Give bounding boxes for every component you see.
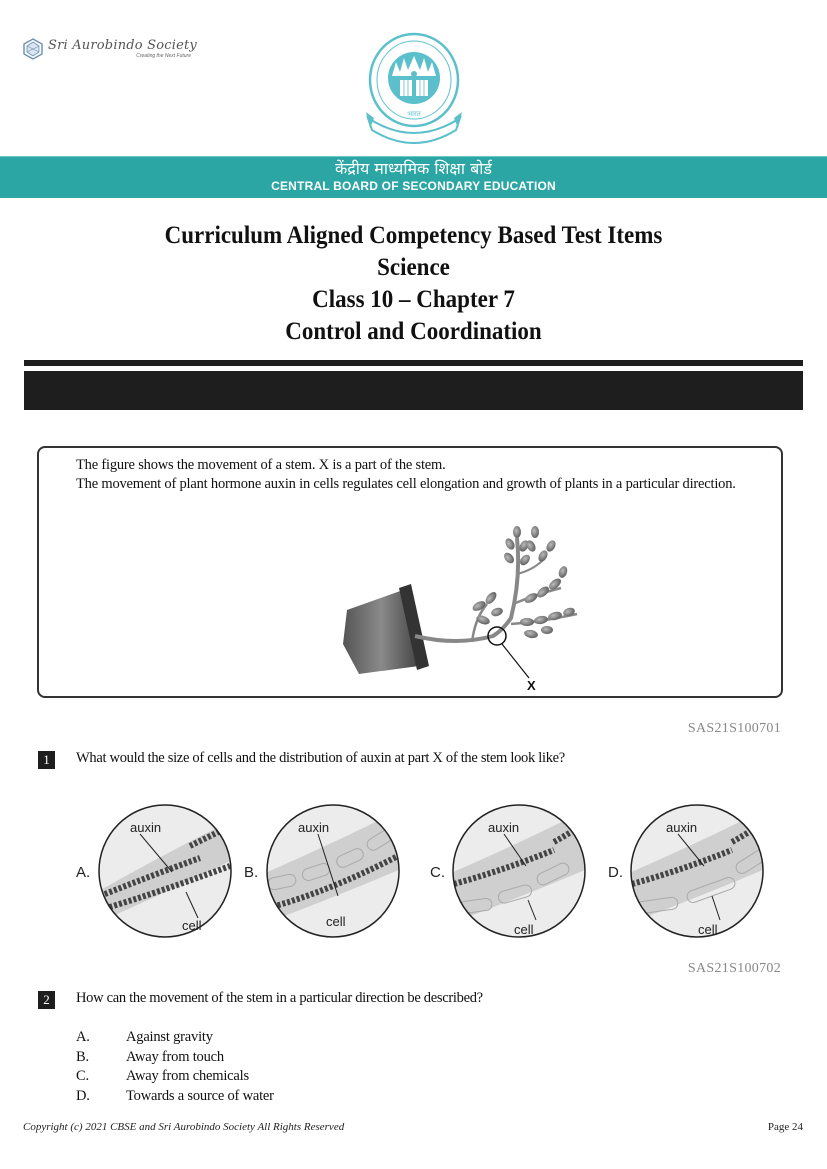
question-text: What would the size of cells and the distribution of auxin at part X of the stem look like? — [76, 750, 565, 766]
title-line-1: Curriculum Aligned Competency Based Test Items — [164, 222, 663, 249]
svg-text:cell: cell — [514, 922, 534, 937]
auxin-diagram-a — [90, 796, 240, 946]
footer-copyright: Copyright (c) 2021 CBSE and Sri Aurobindo Society All Rights Reserved — [23, 1121, 345, 1133]
choice-text: Away from chemicals — [126, 1068, 249, 1084]
auxin-diagram-c — [444, 796, 594, 946]
image-option-d[interactable] — [600, 788, 780, 956]
document-title — [0, 220, 827, 348]
question-code: SAS21S100701 — [687, 721, 781, 736]
sas-emblem-icon — [22, 38, 44, 60]
choice-letter: A. — [76, 1029, 90, 1045]
choice-a[interactable] — [76, 1028, 274, 1048]
svg-text:भारत: भारत — [407, 110, 421, 118]
question-code: SAS21S100702 — [687, 961, 781, 976]
title-subject: Science — [377, 254, 450, 281]
auxin-diagram-d — [622, 796, 772, 946]
cbse-name-hindi: केंद्रीय माध्यमिक शिक्षा बोर्ड — [335, 159, 492, 178]
auxin-diagram-b — [258, 796, 408, 946]
question-number: 2 — [38, 991, 55, 1009]
sas-name: Sri Aurobindo Society — [48, 38, 197, 53]
svg-text:cell: cell — [326, 914, 346, 929]
title-chapter-name: Control and Coordination — [285, 318, 542, 345]
page-number: Page 24 — [767, 1121, 803, 1133]
tilted-pot-plant-figure — [307, 518, 587, 696]
svg-text:X: X — [527, 678, 536, 693]
svg-text:cell: cell — [182, 918, 202, 933]
stimulus-box — [37, 446, 783, 698]
stimulus-text-2: The movement of plant hormone auxin in cells regulates cell elongation and growth of plants in a particular direction. — [76, 476, 736, 492]
svg-text:auxin: auxin — [666, 820, 698, 835]
sri-aurobindo-society-logo — [22, 38, 197, 60]
choice-text: Against gravity — [126, 1029, 213, 1045]
image-option-b[interactable] — [236, 788, 416, 956]
cbse-title-band — [0, 156, 827, 198]
question-number: 1 — [38, 751, 55, 769]
option-letter: A. — [76, 864, 91, 881]
option-letter: C. — [430, 864, 445, 881]
choice-letter: C. — [76, 1068, 89, 1084]
choice-text: Towards a source of water — [126, 1087, 274, 1104]
svg-text:auxin: auxin — [130, 820, 162, 835]
divider-thick-bar — [24, 371, 803, 410]
choice-d[interactable] — [76, 1087, 274, 1107]
svg-text:auxin: auxin — [488, 820, 520, 835]
choice-c[interactable] — [76, 1067, 274, 1087]
choice-letter: D. — [76, 1087, 90, 1104]
option-letter: B. — [244, 864, 259, 881]
answer-choices — [76, 1028, 274, 1106]
choice-letter: B. — [76, 1048, 89, 1065]
image-option-c[interactable] — [422, 788, 602, 956]
stimulus-text-1: The figure shows the movement of a stem. X is a part of the stem. — [76, 457, 446, 473]
cbse-name-english: CENTRAL BOARD OF SECONDARY EDUCATION — [271, 179, 556, 193]
image-options-row — [68, 788, 788, 956]
svg-text:auxin: auxin — [298, 820, 330, 835]
choice-b[interactable] — [76, 1048, 274, 1068]
divider-thin — [24, 360, 803, 366]
option-letter: D. — [608, 864, 623, 881]
title-class-chapter: Class 10 – Chapter 7 — [312, 286, 515, 313]
image-option-a[interactable] — [68, 788, 248, 956]
svg-text:cell: cell — [698, 922, 718, 937]
cbse-emblem-icon — [360, 32, 468, 144]
choice-text: Away from touch — [126, 1048, 224, 1065]
sas-tagline: Creating the Next Future — [136, 53, 191, 59]
question-text: How can the movement of the stem in a particular direction be described? — [76, 990, 483, 1006]
